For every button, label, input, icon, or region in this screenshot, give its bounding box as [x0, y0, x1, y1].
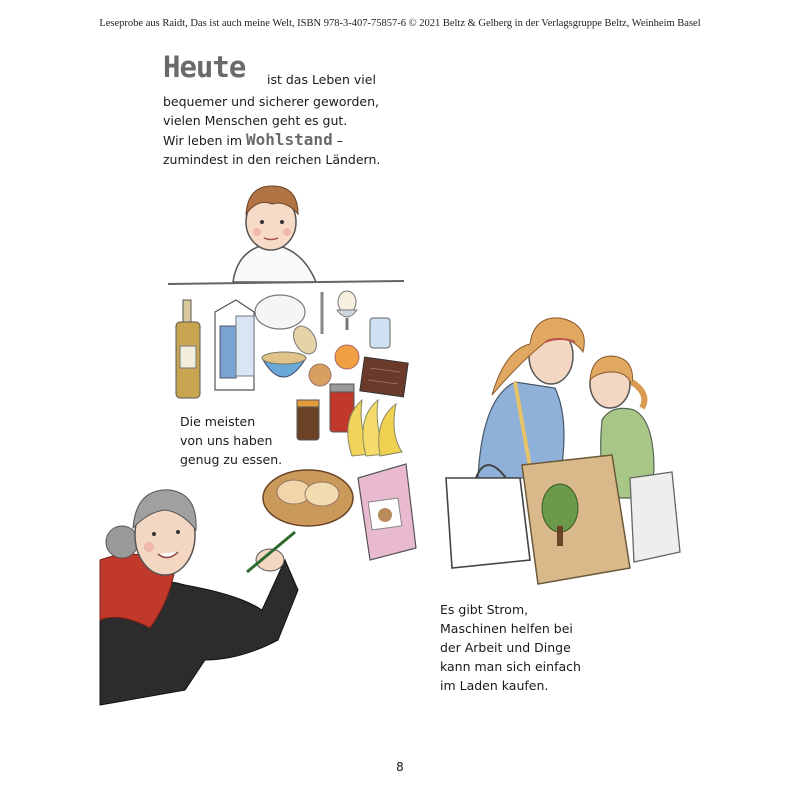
intro-line-1: ist das Leben viel [267, 72, 376, 87]
glass-icon [370, 318, 390, 348]
food-caption [180, 412, 282, 469]
food-caption-line-1: Die meisten [180, 414, 256, 429]
shopping-caption-line-5: im Laden kaufen. [440, 678, 549, 693]
bananas-icon [348, 400, 402, 456]
highlight-word: Wohlstand [246, 130, 333, 149]
intro-line-2: bequemer und sicherer geworden, [163, 94, 379, 109]
shopping-caption-line-3: der Arbeit und Dinge [440, 640, 571, 655]
shopping-caption-line-4: kann man sich einfach [440, 659, 581, 674]
milk-carton-icon [215, 300, 254, 390]
shopping-bag-icon [630, 472, 680, 562]
shopping-caption [440, 600, 581, 695]
orange-icon [335, 345, 359, 369]
egg-cup-icon [337, 291, 357, 330]
grandmother-illustration [100, 490, 298, 705]
intro-line-4-post: – [336, 133, 343, 148]
intro-line-5: zumindest in den reichen Ländern. [163, 152, 381, 167]
intro-line-3: vielen Menschen geht es gut. [163, 113, 348, 128]
chocolate-bar-icon [360, 357, 408, 397]
oil-bottle-icon [176, 300, 200, 398]
shopping-caption-line-1: Es gibt Strom, [440, 602, 529, 617]
page-number: 8 [396, 760, 404, 774]
heading-word: Heute [163, 50, 246, 84]
intro-line-4-pre: Wir leben im [163, 133, 243, 148]
bread-basket-icon [263, 470, 353, 526]
page-header: Leseprobe aus Raidt, Das ist auch meine Welt, ISBN 978-3-407-75857-6 © 2021 Beltz & Gelberg in der Verlagsgruppe Beltz, Weinheim Basel [99, 18, 701, 29]
food-caption-line-2: von uns haben [180, 433, 273, 448]
apple-icon [309, 364, 331, 386]
shopping-illustration [446, 318, 680, 584]
plate-icon [255, 295, 305, 329]
coffee-jar-icon [297, 400, 319, 440]
food-caption-line-3: genug zu essen. [180, 452, 283, 467]
white-handbag-icon [446, 478, 530, 568]
shopping-caption-line-2: Maschinen helfen bei [440, 621, 573, 636]
boy-illustration [233, 186, 316, 282]
cereal-bowl-icon [262, 352, 306, 377]
tea-box-icon [358, 464, 416, 560]
